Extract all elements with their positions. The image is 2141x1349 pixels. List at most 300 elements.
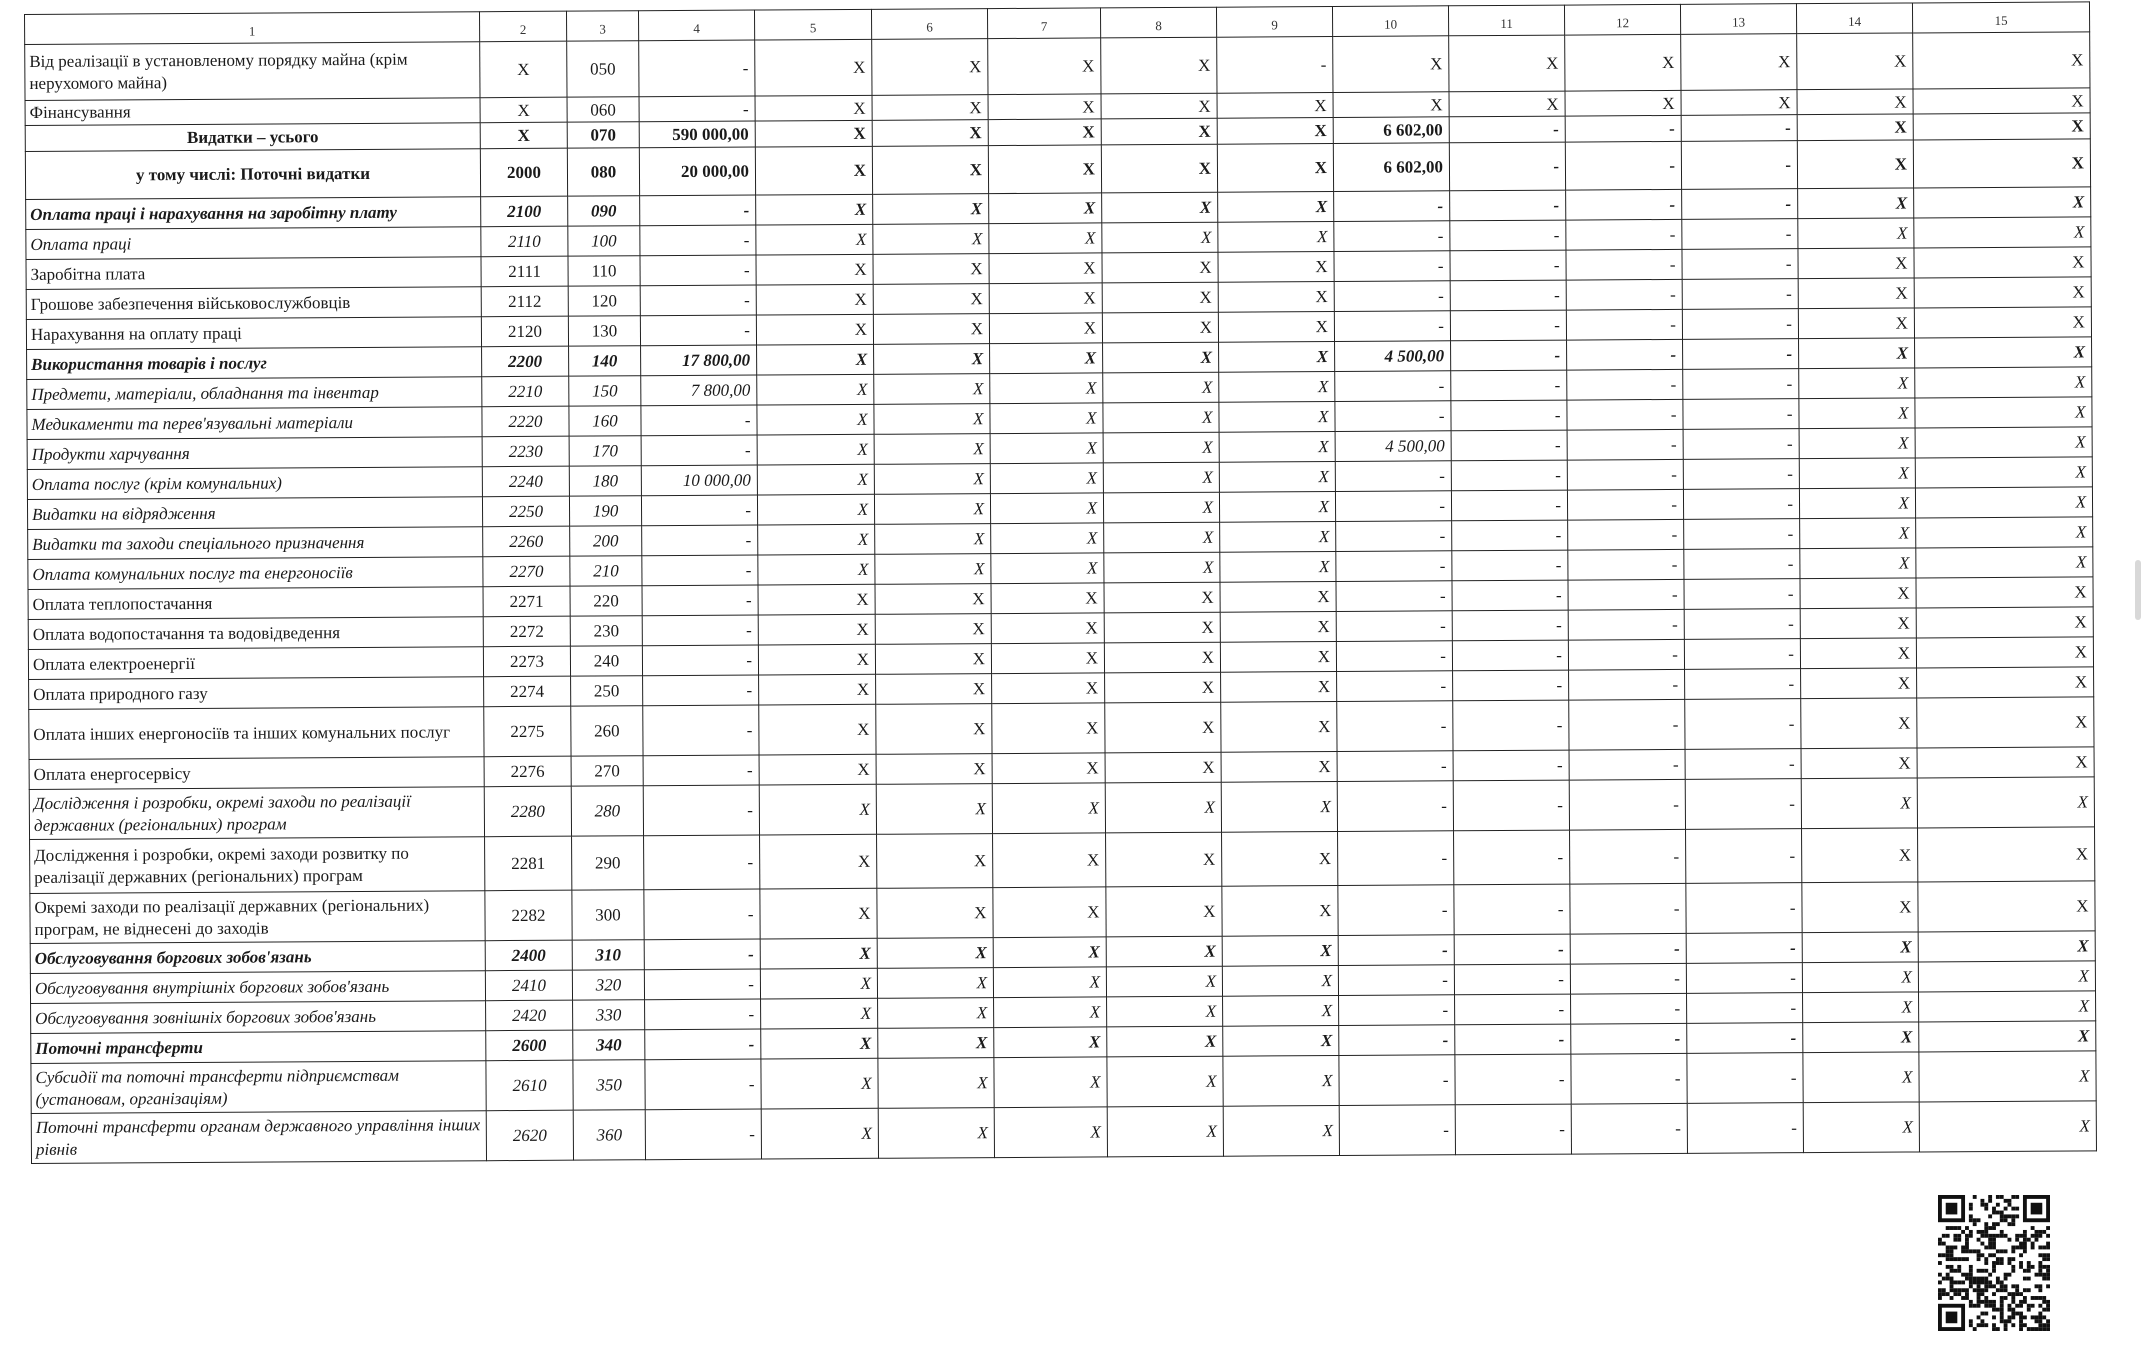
value-cell: X bbox=[758, 584, 875, 615]
value-cell: - bbox=[640, 255, 756, 286]
kekv-code: 2260 bbox=[483, 526, 570, 557]
value-cell: X bbox=[1797, 140, 1913, 189]
row-label: Продукти харчування bbox=[27, 437, 482, 470]
value-cell: X bbox=[1102, 252, 1218, 283]
value-cell: X bbox=[1915, 367, 2092, 398]
line-code: 260 bbox=[571, 706, 643, 756]
value-cell: X bbox=[1919, 1021, 2096, 1052]
line-code: 070 bbox=[567, 122, 639, 148]
value-cell: X bbox=[1218, 312, 1334, 343]
value-cell: X bbox=[1217, 144, 1333, 193]
value-cell: X bbox=[1218, 222, 1334, 253]
value-cell: X bbox=[1220, 581, 1336, 612]
value-cell: X bbox=[1913, 139, 2090, 188]
value-cell: X bbox=[988, 38, 1101, 95]
value-cell: - bbox=[1339, 1055, 1455, 1106]
value-cell: - bbox=[1334, 311, 1450, 342]
value-cell: - bbox=[641, 405, 757, 436]
kekv-code: 2410 bbox=[485, 970, 572, 1001]
row-label: Оплата теплопостачання bbox=[28, 587, 483, 620]
value-cell: - bbox=[1685, 749, 1801, 780]
value-cell: X bbox=[755, 39, 872, 96]
value-cell: X bbox=[873, 224, 989, 255]
value-cell: X bbox=[1219, 431, 1335, 462]
value-cell: X bbox=[1797, 33, 1913, 90]
row-label: Грошове забезпечення військовослужбовців bbox=[26, 287, 481, 320]
value-cell: X bbox=[761, 1058, 878, 1109]
value-cell: - bbox=[1684, 549, 1800, 580]
value-cell: X bbox=[991, 583, 1104, 614]
value-cell: X bbox=[872, 95, 988, 121]
kekv-code: 2273 bbox=[483, 646, 570, 677]
line-code: 060 bbox=[567, 97, 639, 122]
value-cell: X bbox=[992, 753, 1105, 784]
value-cell: 17 800,00 bbox=[641, 345, 757, 376]
row-label: Оплата водопостачання та водовідведення bbox=[28, 617, 483, 650]
value-cell: X bbox=[1107, 996, 1223, 1027]
line-code: 360 bbox=[573, 1110, 645, 1160]
value-cell: X bbox=[1102, 192, 1218, 223]
value-cell: X bbox=[988, 145, 1101, 194]
value-cell: - bbox=[1453, 670, 1569, 701]
line-code: 270 bbox=[571, 756, 643, 786]
value-cell: - bbox=[1454, 934, 1570, 965]
value-cell: X bbox=[994, 1107, 1107, 1158]
value-cell: X bbox=[1914, 187, 2091, 218]
value-cell: X bbox=[875, 614, 991, 645]
value-cell: X bbox=[759, 674, 876, 705]
value-cell: X bbox=[1798, 248, 1914, 279]
line-code: 210 bbox=[570, 556, 642, 586]
value-cell: - bbox=[1338, 965, 1454, 996]
row-label: Оплата праці bbox=[26, 227, 481, 260]
value-cell: X bbox=[1333, 92, 1449, 118]
value-cell: - bbox=[1336, 551, 1452, 582]
value-cell: - bbox=[1570, 829, 1686, 884]
value-cell: X bbox=[1103, 402, 1219, 433]
value-cell: X bbox=[1101, 93, 1217, 119]
value-cell: X bbox=[1801, 668, 1917, 699]
value-cell: X bbox=[1221, 701, 1337, 752]
value-cell: - bbox=[1566, 309, 1682, 340]
value-cell: X bbox=[1218, 282, 1334, 313]
value-cell: X bbox=[1449, 35, 1565, 92]
value-cell: X bbox=[994, 1027, 1107, 1058]
value-cell: X bbox=[1799, 488, 1915, 519]
value-cell: X bbox=[989, 283, 1102, 314]
value-cell: X bbox=[1915, 457, 2092, 488]
value-cell: - bbox=[1570, 933, 1686, 964]
line-code: 320 bbox=[572, 970, 644, 1000]
value-cell: - bbox=[642, 645, 758, 676]
value-cell: - bbox=[1568, 579, 1684, 610]
value-cell: X bbox=[1800, 518, 1916, 549]
value-cell: X bbox=[1914, 247, 2091, 278]
column-number-10: 10 bbox=[1332, 6, 1448, 37]
value-cell: - bbox=[1566, 219, 1682, 250]
value-cell: X bbox=[992, 703, 1105, 754]
value-cell: - bbox=[1338, 885, 1454, 936]
column-number-12: 12 bbox=[1564, 4, 1680, 35]
value-cell: - bbox=[642, 615, 758, 646]
value-cell: X bbox=[878, 998, 994, 1029]
value-cell: X bbox=[758, 554, 875, 585]
value-cell: - bbox=[1334, 221, 1450, 252]
value-cell: X bbox=[991, 553, 1104, 584]
row-label: Оплата комунальних послуг та енергоносіїв bbox=[28, 557, 483, 590]
value-cell: X bbox=[877, 888, 993, 939]
value-cell: - bbox=[1687, 1053, 1803, 1104]
value-cell: X bbox=[1919, 991, 2096, 1022]
value-cell: - bbox=[643, 755, 759, 786]
value-cell: - bbox=[1452, 640, 1568, 671]
value-cell: - bbox=[1571, 993, 1687, 1024]
value-cell: X bbox=[757, 434, 874, 465]
value-cell: X bbox=[1107, 1026, 1223, 1057]
value-cell: X bbox=[758, 614, 875, 645]
value-cell: X bbox=[990, 463, 1103, 494]
value-cell: X bbox=[760, 938, 877, 969]
value-cell: - bbox=[1686, 883, 1802, 934]
value-cell: - bbox=[1455, 1104, 1571, 1155]
value-cell: X bbox=[1102, 222, 1218, 253]
column-number-14: 14 bbox=[1796, 3, 1912, 34]
value-cell: - bbox=[645, 1029, 761, 1060]
value-cell: X bbox=[759, 754, 876, 785]
value-cell: X bbox=[988, 94, 1101, 120]
value-cell: X bbox=[1221, 781, 1337, 832]
value-cell: X bbox=[876, 674, 992, 705]
value-cell: X bbox=[1106, 832, 1222, 887]
value-cell: X bbox=[1222, 935, 1338, 966]
value-cell: - bbox=[640, 195, 756, 226]
value-cell: X bbox=[873, 284, 989, 315]
value-cell: - bbox=[1335, 401, 1451, 432]
value-cell: X bbox=[993, 937, 1106, 968]
value-cell: X bbox=[878, 1058, 994, 1109]
value-cell: X bbox=[878, 1028, 994, 1059]
value-cell: - bbox=[643, 705, 759, 756]
value-cell: X bbox=[755, 120, 872, 147]
column-number-6: 6 bbox=[871, 9, 987, 40]
value-cell: X bbox=[875, 524, 991, 555]
value-cell: X bbox=[876, 704, 992, 755]
value-cell: - bbox=[1685, 779, 1801, 830]
line-code: 350 bbox=[573, 1060, 645, 1110]
kekv-code: 2120 bbox=[481, 316, 568, 347]
value-cell: X bbox=[1797, 114, 1913, 141]
value-cell: - bbox=[645, 1109, 761, 1160]
value-cell: - bbox=[1565, 115, 1681, 142]
value-cell: X bbox=[993, 967, 1106, 998]
line-code: 230 bbox=[570, 616, 642, 646]
kekv-code: 2111 bbox=[481, 256, 568, 287]
value-cell: X bbox=[1104, 642, 1220, 673]
value-cell: X bbox=[1102, 312, 1218, 343]
value-cell: X bbox=[756, 224, 873, 255]
value-cell: X bbox=[991, 523, 1104, 554]
value-cell: X bbox=[1919, 1101, 2096, 1152]
row-label: Оплата інших енергоносіїв та інших комунальних послуг bbox=[29, 707, 484, 760]
kekv-code: 2230 bbox=[482, 436, 569, 467]
value-cell: - bbox=[1570, 883, 1686, 934]
value-cell: X bbox=[1565, 90, 1681, 116]
value-cell: X bbox=[992, 673, 1105, 704]
value-cell: - bbox=[1336, 611, 1452, 642]
kekv-code: 2110 bbox=[481, 226, 568, 257]
kekv-code: 2275 bbox=[484, 706, 571, 757]
value-cell: X bbox=[1915, 427, 2092, 458]
value-cell: - bbox=[1571, 1053, 1687, 1104]
line-code: 300 bbox=[572, 890, 644, 940]
line-code: 180 bbox=[569, 466, 641, 496]
value-cell: - bbox=[642, 585, 758, 616]
value-cell: X bbox=[991, 643, 1104, 674]
value-cell: - bbox=[1337, 781, 1453, 832]
value-cell: - bbox=[1683, 459, 1799, 490]
value-cell: X bbox=[1106, 966, 1222, 997]
line-code: 050 bbox=[567, 41, 639, 97]
value-cell: X bbox=[1104, 612, 1220, 643]
value-cell: X bbox=[760, 834, 877, 889]
value-cell: X bbox=[1916, 577, 2093, 608]
value-cell: X bbox=[1107, 1106, 1223, 1157]
value-cell: - bbox=[1334, 251, 1450, 282]
value-cell: X bbox=[1799, 368, 1915, 399]
row-label: Оплата природного газу bbox=[29, 677, 484, 710]
value-cell: 4 500,00 bbox=[1335, 341, 1451, 372]
value-cell: - bbox=[1683, 399, 1799, 430]
value-cell: X bbox=[1801, 778, 1917, 829]
kekv-code: 2210 bbox=[482, 376, 569, 407]
line-code: 150 bbox=[569, 376, 641, 406]
value-cell: - bbox=[645, 1059, 761, 1110]
row-label: Оплата послуг (крім комунальних) bbox=[27, 467, 482, 500]
line-code: 090 bbox=[568, 196, 640, 226]
row-label: Предмети, матеріали, обладнання та інвентар bbox=[27, 377, 482, 410]
value-cell: X bbox=[991, 613, 1104, 644]
qr-code-icon bbox=[1938, 1195, 2050, 1331]
value-cell: - bbox=[1454, 830, 1570, 885]
value-cell: - bbox=[1684, 639, 1800, 670]
value-cell: X bbox=[1800, 608, 1916, 639]
value-cell: - bbox=[641, 435, 757, 466]
budget-report-sheet bbox=[24, 1, 2097, 1164]
value-cell: - bbox=[1683, 339, 1799, 370]
kekv-code: 2200 bbox=[482, 346, 569, 377]
value-cell: X bbox=[873, 254, 989, 285]
kekv-code: 2100 bbox=[481, 196, 568, 227]
value-cell: X bbox=[1104, 522, 1220, 553]
value-cell: X bbox=[876, 784, 992, 835]
value-cell: - bbox=[1681, 115, 1797, 142]
value-cell: X bbox=[757, 464, 874, 495]
value-cell: X bbox=[1103, 492, 1219, 523]
value-cell: - bbox=[1334, 281, 1450, 312]
line-code: 190 bbox=[569, 496, 641, 526]
column-number-13: 13 bbox=[1680, 4, 1796, 35]
value-cell: - bbox=[1683, 429, 1799, 460]
value-cell: X bbox=[1222, 885, 1338, 936]
row-label: Медикаменти та перев'язувальні матеріали bbox=[27, 407, 482, 440]
kekv-code: 2274 bbox=[484, 676, 571, 707]
value-cell: - bbox=[1452, 610, 1568, 641]
value-cell: - bbox=[1335, 491, 1451, 522]
value-cell: - bbox=[640, 285, 756, 316]
value-cell: - bbox=[1339, 995, 1455, 1026]
value-cell: - bbox=[1449, 142, 1565, 191]
value-cell: - bbox=[1571, 1023, 1687, 1054]
kekv-code: 2620 bbox=[486, 1110, 573, 1161]
kekv-code: X bbox=[480, 122, 567, 149]
value-cell: X bbox=[1218, 192, 1334, 223]
value-cell: X bbox=[1803, 1022, 1919, 1053]
line-code: 290 bbox=[572, 836, 644, 890]
line-code: 120 bbox=[568, 286, 640, 316]
row-label: Заробітна плата bbox=[26, 257, 481, 290]
value-cell: - bbox=[1452, 550, 1568, 581]
value-cell: - bbox=[1682, 309, 1798, 340]
value-cell: X bbox=[875, 644, 991, 675]
value-cell: X bbox=[874, 374, 990, 405]
value-cell: X bbox=[990, 493, 1103, 524]
line-code: 080 bbox=[567, 148, 639, 196]
value-cell: X bbox=[1103, 462, 1219, 493]
row-label: Оплата праці і нарахування на заробітну плату bbox=[26, 197, 481, 230]
value-cell: X bbox=[761, 1028, 878, 1059]
value-cell: - bbox=[1217, 37, 1333, 94]
value-cell: X bbox=[1223, 995, 1339, 1026]
scan-edge-mark bbox=[2135, 560, 2141, 620]
value-cell: X bbox=[1917, 667, 2094, 698]
value-cell: X bbox=[877, 834, 993, 889]
value-cell: X bbox=[872, 146, 988, 195]
value-cell: - bbox=[1453, 700, 1569, 751]
value-cell: - bbox=[644, 969, 760, 1000]
value-cell: - bbox=[1336, 581, 1452, 612]
line-code: 140 bbox=[569, 346, 641, 376]
value-cell: X bbox=[988, 119, 1101, 146]
kekv-code: 2276 bbox=[484, 756, 571, 787]
value-cell: - bbox=[1451, 400, 1567, 431]
value-cell: - bbox=[1337, 671, 1453, 702]
value-cell: - bbox=[639, 40, 755, 97]
row-label: Поточні трансферти bbox=[31, 1031, 486, 1064]
value-cell: - bbox=[641, 495, 757, 526]
value-cell: X bbox=[759, 704, 876, 755]
value-cell: - bbox=[1566, 249, 1682, 280]
value-cell: - bbox=[1451, 460, 1567, 491]
value-cell: X bbox=[1799, 458, 1915, 489]
value-cell: - bbox=[1451, 490, 1567, 521]
kekv-code: 2282 bbox=[485, 890, 572, 941]
value-cell: X bbox=[758, 644, 875, 675]
column-number-5: 5 bbox=[754, 9, 871, 40]
line-code: 310 bbox=[572, 940, 644, 970]
value-cell: 10 000,00 bbox=[641, 465, 757, 496]
value-cell: - bbox=[1452, 580, 1568, 611]
value-cell: X bbox=[1101, 37, 1217, 94]
value-cell: X bbox=[1217, 93, 1333, 119]
kekv-code: X bbox=[480, 97, 567, 123]
value-cell: X bbox=[872, 120, 988, 147]
value-cell: - bbox=[1568, 639, 1684, 670]
value-cell: - bbox=[1569, 749, 1685, 780]
value-cell: X bbox=[1101, 144, 1217, 193]
value-cell: 6 602,00 bbox=[1333, 143, 1449, 192]
value-cell: - bbox=[644, 939, 760, 970]
row-label: Оплата енергосервісу bbox=[29, 757, 484, 790]
value-cell: X bbox=[1913, 88, 2090, 114]
value-cell: X bbox=[1104, 582, 1220, 613]
value-cell: - bbox=[1567, 369, 1683, 400]
value-cell: X bbox=[756, 194, 873, 225]
value-cell: X bbox=[1565, 34, 1681, 91]
value-cell: - bbox=[1450, 250, 1566, 281]
value-cell: X bbox=[1800, 578, 1916, 609]
kekv-code: 2271 bbox=[483, 586, 570, 617]
value-cell: X bbox=[877, 938, 993, 969]
value-cell: - bbox=[644, 835, 760, 890]
line-code: 250 bbox=[571, 676, 643, 706]
value-cell: X bbox=[1103, 372, 1219, 403]
value-cell: X bbox=[994, 997, 1107, 1028]
value-cell: - bbox=[1451, 370, 1567, 401]
value-cell: X bbox=[1803, 1052, 1919, 1103]
value-cell: - bbox=[1682, 219, 1798, 250]
value-cell: - bbox=[1568, 519, 1684, 550]
line-code: 340 bbox=[573, 1030, 645, 1060]
value-cell: X bbox=[1913, 113, 2090, 140]
value-cell: X bbox=[757, 344, 874, 375]
kekv-code: 2400 bbox=[485, 940, 572, 971]
value-cell: X bbox=[1222, 831, 1338, 886]
value-cell: X bbox=[1801, 748, 1917, 779]
value-cell: - bbox=[1339, 1105, 1455, 1156]
value-cell: X bbox=[1221, 671, 1337, 702]
value-cell: X bbox=[1798, 278, 1914, 309]
value-cell: - bbox=[1685, 699, 1801, 750]
value-cell: X bbox=[1219, 401, 1335, 432]
row-label: Обслуговування внутрішніх боргових зобов'язань bbox=[30, 971, 485, 1004]
value-cell: X bbox=[992, 783, 1105, 834]
value-cell: X bbox=[876, 754, 992, 785]
value-cell: 4 500,00 bbox=[1335, 431, 1451, 462]
value-cell: - bbox=[1566, 279, 1682, 310]
value-cell: - bbox=[1452, 520, 1568, 551]
value-cell: - bbox=[1336, 641, 1452, 672]
value-cell: X bbox=[990, 403, 1103, 434]
value-cell: - bbox=[1568, 609, 1684, 640]
value-cell: X bbox=[1915, 337, 2092, 368]
kekv-code: 2250 bbox=[482, 496, 569, 527]
value-cell: - bbox=[643, 785, 759, 836]
value-cell: - bbox=[1335, 371, 1451, 402]
value-cell: X bbox=[989, 253, 1102, 284]
value-cell: X bbox=[1918, 827, 2095, 882]
value-cell: X bbox=[874, 494, 990, 525]
row-label: Поточні трансферти органам державного управління інших рівнів bbox=[31, 1111, 486, 1164]
value-cell: - bbox=[1687, 993, 1803, 1024]
line-code: 240 bbox=[570, 646, 642, 676]
row-label: Субсидії та поточні трансферти підприємствам (установам, організаціям) bbox=[31, 1061, 486, 1114]
value-cell: X bbox=[1914, 217, 2091, 248]
value-cell: X bbox=[1802, 962, 1918, 993]
value-cell: - bbox=[1570, 963, 1686, 994]
column-number-9: 9 bbox=[1216, 7, 1332, 38]
value-cell: - bbox=[1451, 340, 1567, 371]
column-number-15: 15 bbox=[1912, 2, 2089, 33]
